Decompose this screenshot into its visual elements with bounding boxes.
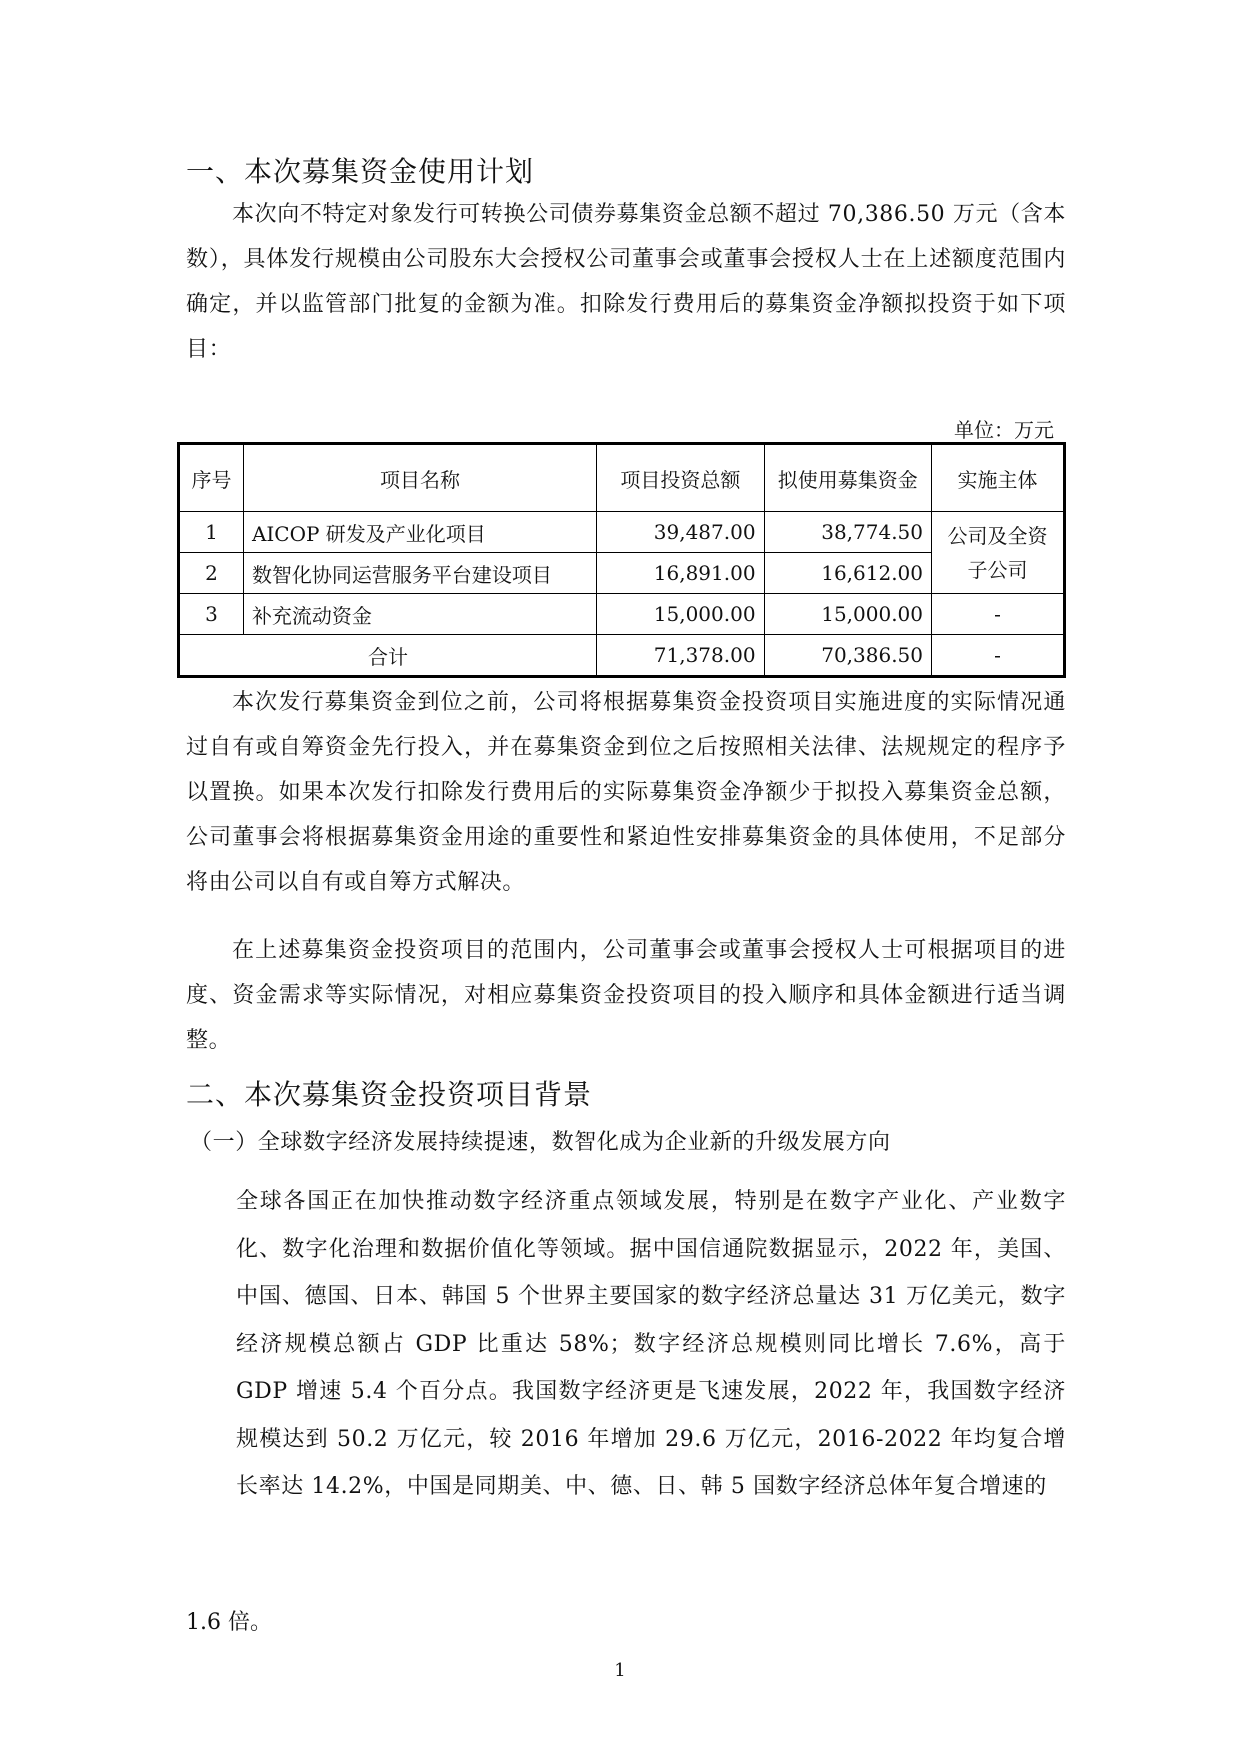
table-row	[179, 512, 1065, 553]
total-raised: 70,386.50	[764, 635, 931, 677]
unit-label: 单位：万元	[954, 418, 1054, 442]
row-no: 3	[179, 594, 244, 635]
row-name: 数智化协同运营服务平台建设项目	[243, 553, 596, 594]
row-raised: 16,612.00	[764, 553, 931, 594]
section2-paragraph: 全球各国正在加快推动数字经济重点领域发展，特别是在数字产业化、产业数字化、数字化治理和数据价值化等领域。据中国信通院数据显示，2022 年，美国、中国、德国、日本、韩国 5 个世界主要国家的数字经济总量达 31 万亿美元，数字经济规模总额占 GDP 比重达 58%；数字经济总规模则同比增长 7.6%，高于 GDP 增速 5.4 个百分点。我国数字经济更是飞速发展，2022 年，我国数字经济规模达到 50.2 万亿元，较 2016 年增加 29.6 万亿元，2016-2022 年均复合增长率达 14.2%，中国是同期美、中、德、日、韩 5 国数字经济总体年复合增速的	[236, 1189, 1066, 1499]
row-total: 15,000.00	[597, 594, 764, 635]
table-total-row	[179, 635, 1065, 677]
fund-usage-table	[177, 442, 1066, 678]
section1-paragraph-2: 本次发行募集资金到位之前，公司将根据募集资金投资项目实施进度的实际情况通过自有或自筹资金先行投入，并在募集资金到位之后按照相关法律、法规规定的程序予以置换。如果本次发行扣除发行费用后的实际募集资金净额少于拟投入募集资金总额，公司董事会将根据募集资金用途的重要性和紧迫性安排募集资金的具体使用，不足部分将由公司以自有或自筹方式解决。	[186, 690, 1066, 895]
row-entity: -	[932, 594, 1065, 635]
section1-paragraph-3: 在上述募集资金投资项目的范围内，公司董事会或董事会授权人士可根据项目的进度、资金需求等实际情况，对相应募集资金投资项目的投入顺序和具体金额进行适当调整。	[186, 938, 1066, 1053]
row-name: 补充流动资金	[243, 594, 596, 635]
total-label: 合计	[179, 635, 597, 677]
table-row	[179, 594, 1065, 635]
section2-paragraph-tail: 1.6 倍。	[186, 1610, 272, 1635]
row-name: AICOP 研发及产业化项目	[243, 512, 596, 553]
header-raised: 拟使用募集资金	[764, 444, 931, 512]
total-entity: -	[932, 635, 1065, 677]
row-entity-merged: 公司及全资子公司	[932, 512, 1065, 594]
section2-subheading: （一）全球数字经济发展持续提速，数智化成为企业新的升级发展方向	[190, 1130, 891, 1155]
row-raised: 38,774.50	[764, 512, 931, 553]
header-total: 项目投资总额	[597, 444, 764, 512]
total-investment: 71,378.00	[597, 635, 764, 677]
section1-intro-paragraph: 本次向不特定对象发行可转换公司债券募集资金总额不超过 70,386.50 万元（含本数），具体发行规模由公司股东大会授权公司董事会或董事会授权人士在上述额度范围内确定，并以监管部门批复的金额为准。扣除发行费用后的募集资金净额拟投资于如下项目：	[186, 202, 1066, 362]
row-total: 39,487.00	[597, 512, 764, 553]
section2-heading: 二、本次募集资金投资项目背景	[186, 1078, 593, 1111]
header-name: 项目名称	[243, 444, 596, 512]
row-no: 2	[179, 553, 244, 594]
row-no: 1	[179, 512, 244, 553]
header-no: 序号	[179, 444, 244, 512]
row-raised: 15,000.00	[764, 594, 931, 635]
header-entity: 实施主体	[932, 444, 1065, 512]
page-number: 1	[614, 1660, 626, 1681]
table-header-row	[179, 444, 1065, 512]
row-total: 16,891.00	[597, 553, 764, 594]
section1-heading: 一、本次募集资金使用计划	[186, 155, 535, 188]
